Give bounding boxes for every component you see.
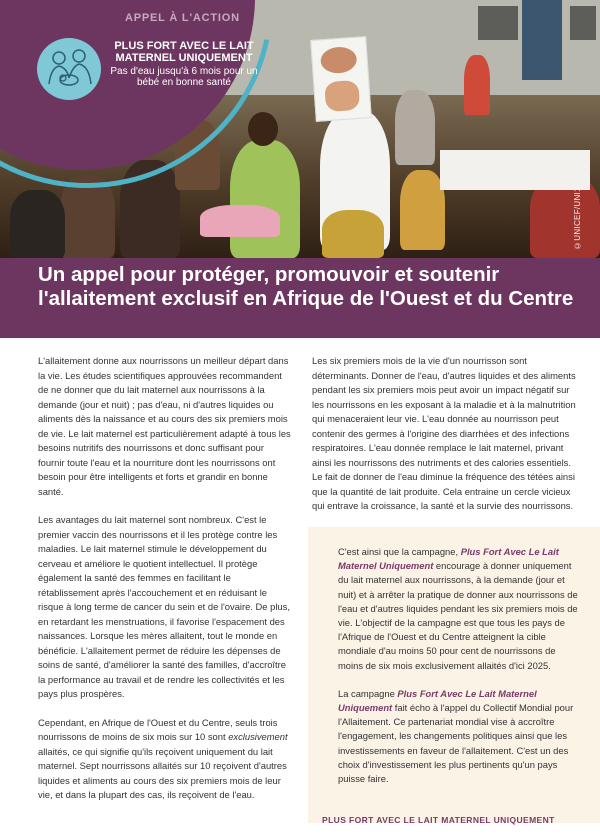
text-run: Cependant, en Afrique de l'Ouest et du Centre, seuls trois nourrissons de moins de six mois sur 10 sont [38,716,278,742]
building-window [570,6,596,40]
child-figure [10,190,65,258]
breastfeeding-poster [310,36,372,122]
photo-credit: ©UNICEF/UNI149657/ [573,160,582,250]
child-figure [464,55,490,115]
woman-figure [230,140,300,258]
campaign-title: PLUS FORT AVEC LE LAIT MATERNEL UNIQUEMENT [114,40,254,64]
right-column [312,354,582,528]
paragraph: Les avantages du lait maternel sont nombreux. C'est le premier vaccin des nourrissons et il les protège contre les maladies. Le lait maternel stimule le développement du cerveau et améliore le quotient intellectuel. Il protège également la santé des femmes en facilitant le rétablissement après l'accouchement et en réduisant le risque à long terme de cancer du sein et de l'ovaire. De plus, en retardant les menstruations, il favorise l'espacement des naissances. Lorsque les mères allaitent, tout le monde en bénéficie. L'allaitement permet de réduire les dépenses de soins de santé, d'améliorer la santé des familles, d'accroître la performance au travail et de rendre les collectivités et les pays plus prospères. [38,514,290,699]
table [440,150,590,190]
kicker-label: APPEL À L'ACTION [125,12,240,24]
left-column [38,354,293,817]
text-run: allaités, ce qui signifie qu'ils reçoivent uniquement du lait maternel. Sept nourrissons allaités sur 10 reçoivent d'autres liquides et aliments au cours des six premiers mois de leur vie, et dans la plupart des cas, ils reçoivent de l'eau. [38,745,287,800]
title-band [0,258,600,338]
child-figure [395,90,435,165]
paragraph [38,716,293,803]
woman-head [248,112,278,146]
text-run: C'est ainsi que la campagne, [338,546,461,557]
paragraph [338,687,578,786]
text-run: La campagne [338,687,398,699]
girl-skirt [322,210,384,258]
campaign-name: Plus Fort Avec Le Lait Maternel Uniquement [338,687,537,714]
text-run: encourage à donner uniquement du lait maternel aux nourrissons, à la demande (jour et nuit) et à arrêter la pratique de donner aux nourrissons de l'eau et d'autres liquides pendant les six premiers mois de vie. L'objectif de la campagne est que tous les pays de l'Afrique de l'Ouest et du Centre atteignent la cible mondiale d'au moins 50 pour cent de nourrissons de moins de six mois exclusivement allaités d'ici 2025. [338,560,578,671]
paragraph: L'allaitement donne aux nourrissons un meilleur départ dans la vie. Les études scientifiques approuvées recommandent de ne donner que du lait maternel aux nourrissons à la demande (jour et nuit) ; pas d'eau, ni d'autres liquides ou aliments dès la naissance et au cours des six premiers mois de vie. Le lait maternel est particulièrement adapté à tous les besoins nutritifs des nourrissons et donc suffisant pour fournir toute l'eau et la nourriture dont les nourrissons ont besoin pour être intelligents et forts et grandir en bonne santé. [38,355,291,497]
text-run: fait écho à l'appel du Collectif Mondial pour l'Allaitement. Ce partenariat mondial vise à accroître l'engagement, les changements politiques ainsi que les investissements en faveur de l'allaitement. C'est un des choix d'investissement les plus pertinents qu'un pays puisse faire. [338,702,574,785]
page-title: Un appel pour protéger, promouvoir et soutenir l'allaitement exclusif en Afrique de l'Ouest et du Centre [38,263,574,310]
paragraph [338,545,578,673]
building-window [478,6,518,40]
building-door [522,0,562,80]
campaign-name: Plus Fort Avec Le Lait Maternel Uniquement [338,546,559,572]
campaign-subtitle: Pas d'eau jusqu'à 6 mois pour un bébé en bonne santé [110,66,258,88]
baby-figure [200,205,280,237]
paragraph: Les six premiers mois de la vie d'un nourrisson sont déterminants. Donner de l'eau, d'autres liquides et des aliments pendant les six premiers mois peut avoir un impact négatif sur les nourrissons en les exposant à la maladie et à la malnutrition qui menaceraient leur vie. L'eau donnée au nourrisson peut contenir des germes à l'origine des diarrhées et des infections respiratoires. L'eau donnée remplace le lait maternel, privant ainsi les nourrissons des nutriments et des calories essentiels. Le fait de donner de l'eau diminue la fréquence des tétées ainsi que la quantité de lait produite. Cela entraine un cercle vicieux qui entrave la croissance, la santé et la survie des nourrissons. [312,355,576,511]
family-logo-icon [37,38,101,100]
callout-text [338,545,578,800]
child-figure [400,170,445,250]
footer-label: PLUS FORT AVEC LE LAIT MATERNEL UNIQUEMENT [322,815,555,825]
emphasis-text: exclusivement [228,731,288,742]
